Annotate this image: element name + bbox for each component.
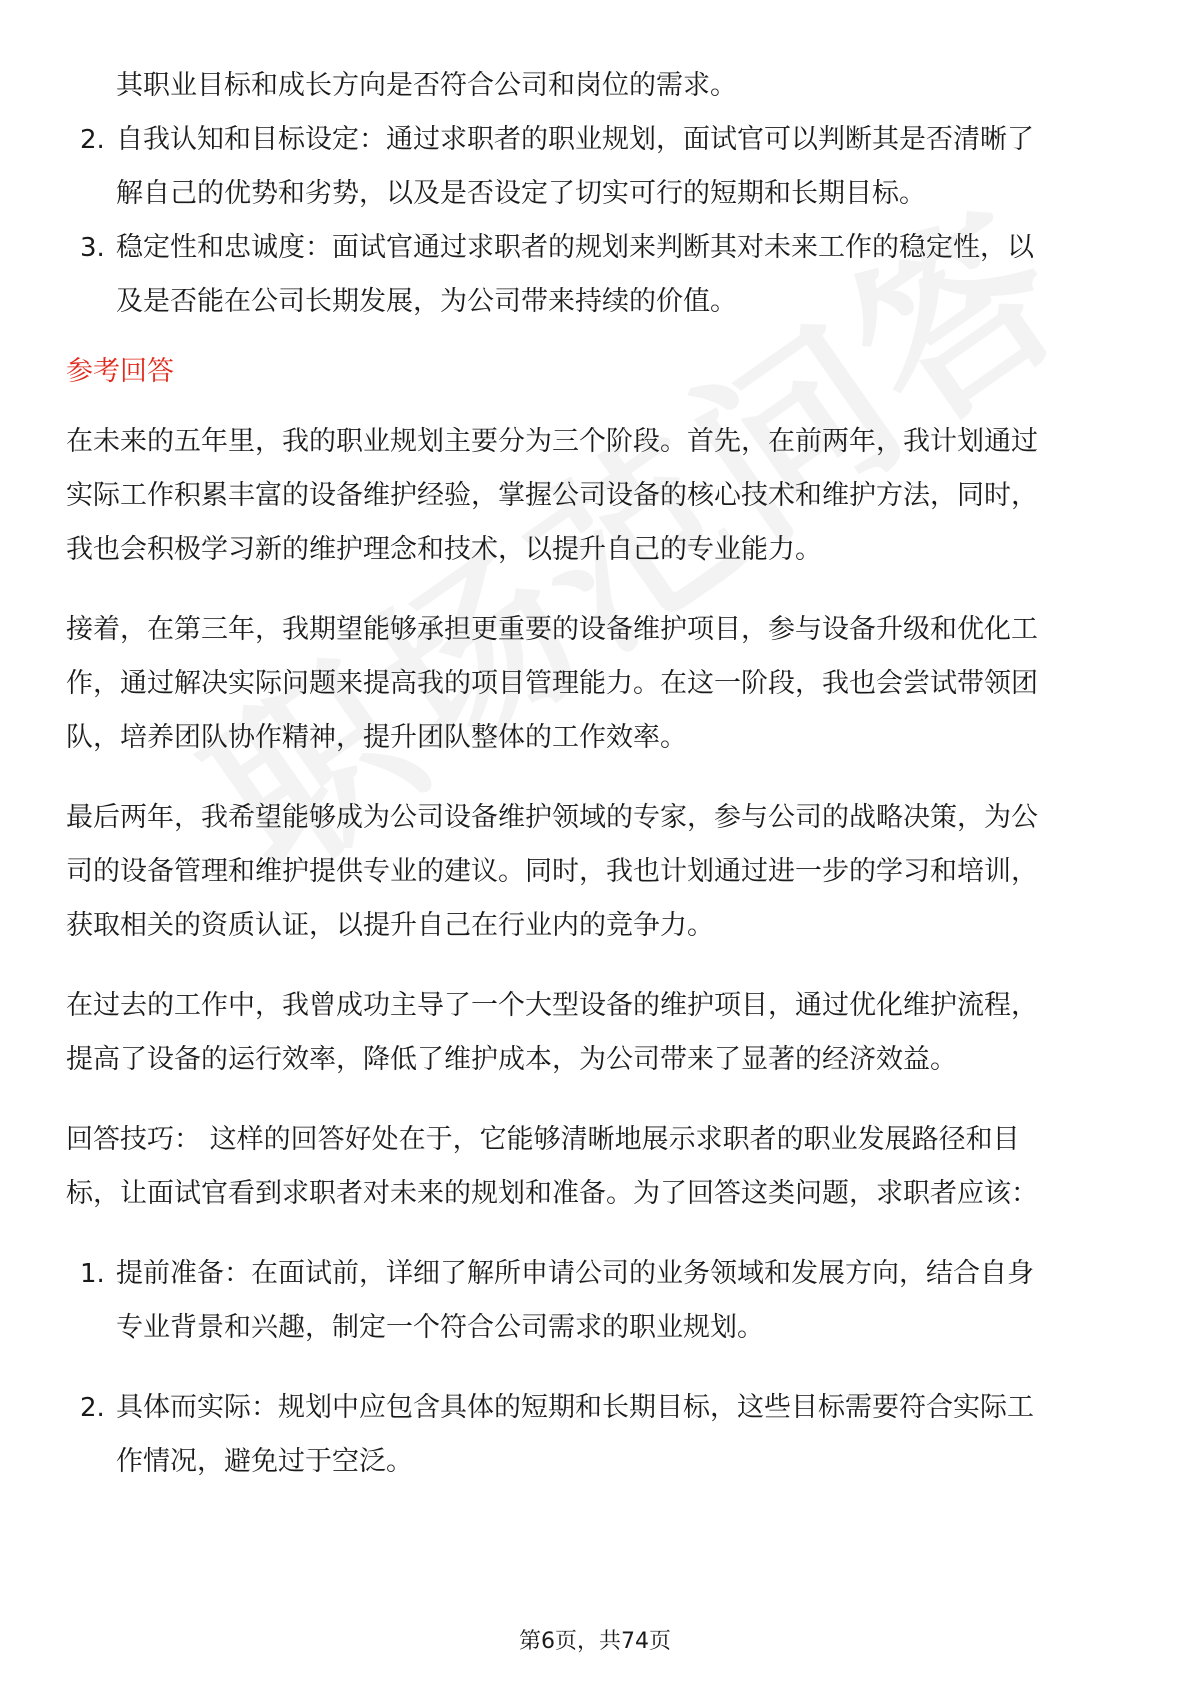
- paragraph-line: 司的设备管理和维护提供专业的建议。同时，我也计划通过进一步的学习和培训，: [66, 856, 1038, 887]
- paragraph-line: 队，培养团队协作精神，提升团队整体的工作效率。: [66, 722, 687, 753]
- intro-item-line: 稳定性和忠诚度：面试官通过求职者的规划来判断其对未来工作的稳定性，以: [116, 232, 1034, 263]
- paragraph-line: 在过去的工作中，我曾成功主导了一个大型设备的维护项目，通过优化维护流程，: [66, 990, 1038, 1021]
- paragraph-line: 在未来的五年里，我的职业规划主要分为三个阶段。首先，在前两年，我计划通过: [66, 426, 1038, 457]
- tip-number: 1.: [80, 1259, 105, 1289]
- tip-line: 提前准备：在面试前，详细了解所申请公司的业务领域和发展方向，结合自身: [116, 1258, 1034, 1289]
- paragraph-line: 实际工作积累丰富的设备维护经验，掌握公司设备的核心技术和维护方法，同时，: [66, 480, 1038, 511]
- intro-item-line: 解自己的优势和劣势，以及是否设定了切实可行的短期和长期目标。: [116, 178, 926, 209]
- intro-item-line: 及是否能在公司长期发展，为公司带来持续的价值。: [116, 286, 737, 317]
- tip-line: 作情况，避免过于空泛。: [116, 1446, 413, 1477]
- paragraph-line: 提高了设备的运行效率，降低了维护成本，为公司带来了显著的经济效益。: [66, 1044, 957, 1075]
- intro-carry-line: 其职业目标和成长方向是否符合公司和岗位的需求。: [116, 70, 737, 101]
- paragraph-line: 回答技巧： 这样的回答好处在于，它能够清晰地展示求职者的职业发展路径和目: [66, 1124, 1020, 1155]
- section-title: 参考回答: [66, 356, 174, 387]
- paragraph-line: 获取相关的资质认证，以提升自己在行业内的竞争力。: [66, 910, 714, 941]
- intro-item-line: 自我认知和目标设定：通过求职者的职业规划，面试官可以判断其是否清晰了: [116, 124, 1034, 155]
- tip-line: 具体而实际：规划中应包含具体的短期和长期目标，这些目标需要符合实际工: [116, 1392, 1034, 1423]
- intro-item-number: 3.: [80, 233, 105, 263]
- tip-line: 专业背景和兴趣，制定一个符合公司需求的职业规划。: [116, 1312, 764, 1343]
- paragraph-line: 标，让面试官看到求职者对未来的规划和准备。为了回答这类问题，求职者应该：: [66, 1178, 1038, 1209]
- tip-number: 2.: [80, 1393, 105, 1423]
- intro-item-number: 2.: [80, 125, 105, 155]
- paragraph-line: 最后两年，我希望能够成为公司设备维护领域的专家，参与公司的战略决策，为公: [66, 802, 1038, 833]
- paragraph-line: 作，通过解决实际问题来提高我的项目管理能力。在这一阶段，我也会尝试带领团: [66, 668, 1038, 699]
- paragraph-line: 我也会积极学习新的维护理念和技术，以提升自己的专业能力。: [66, 534, 822, 565]
- paragraph-line: 接着，在第三年，我期望能够承担更重要的设备维护项目，参与设备升级和优化工: [66, 614, 1038, 645]
- page-footer: 第6页，共74页: [519, 1629, 671, 1654]
